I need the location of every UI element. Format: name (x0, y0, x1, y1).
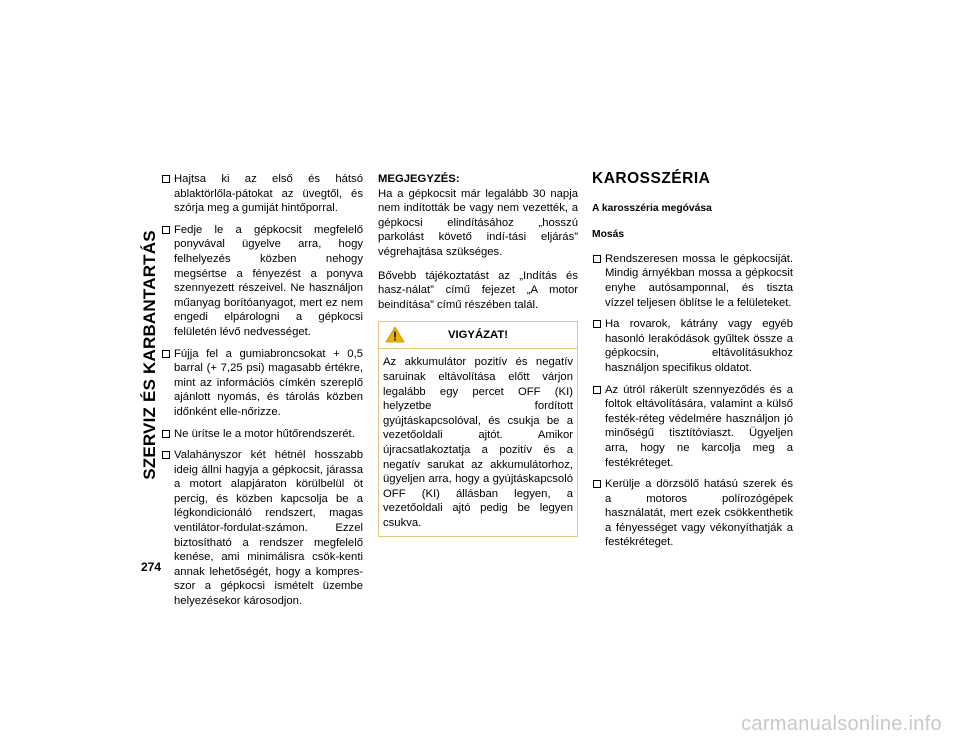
list-item: Az útról rákerült szennyeződés és a foltok eltávolítására, valamint a külső festék-réteg védelmére használjon jó minőségű tisztítóviaszt. Ügyeljen arra, hogy ne karcolja meg a festékréteget. (592, 383, 793, 471)
page-number: 274 (141, 560, 162, 574)
section-title: KAROSSZÉRIA (592, 170, 711, 187)
list-item: Kerülje a dörzsölő hatású szerek és a motoros polírozógépek használatát, mert ezek csökkenthetik a fényességet vagy vékonyíthatják a festékréteget. (592, 477, 793, 550)
square-bullet-icon (593, 480, 601, 488)
column-2 (378, 172, 578, 537)
list-item: Ne ürítse le a motor hűtőrendszerét. (161, 427, 363, 442)
square-bullet-icon (162, 451, 170, 459)
warning-text: Az akkumulátor pozitív és negatív saruinak eltávolítása előtt várjon legalább egy percet OFF (KI) helyzetbe fordított gyújtáskapcsolóval, és csukja be a vezetőoldali ajtót. Amikor újracsatlakoztatja a pozitív és a negatív sarukat az akkumulátorhoz, ügyeljen arra, hogy a gyújtáskapcsoló OFF (KI) állásban legyen, a vezetőoldali ajtó pedig be legyen csukva. (383, 356, 573, 529)
square-bullet-icon (162, 226, 170, 234)
subsubsection-title: Mosás (592, 229, 625, 241)
square-bullet-icon (593, 255, 601, 263)
list-item: Hajtsa ki az első és hátsó ablaktörlőla-pátokat az üvegtől, és szórja meg a gumiját hintőporral. (161, 172, 363, 216)
list-item: Rendszeresen mossa le gépkocsiját. Mindig árnyékban mossa a gépkocsit enyhe autósamponnal, és tiszta vízzel teljesen öblítse le a felületeket. (592, 252, 793, 310)
list-item: Fedje le a gépkocsit megfelelő ponyvával ügyelve arra, hogy felhelyezés közben nehogy megsértse a fényezést a ponyva szennyezett részeivel. Ne használjon műanyag borítóanyagot, mert ez nem engedi elpárologni a gépkocsi felületén lévő nedvességet. (161, 223, 363, 340)
note-text: Ha a gépkocsit már legalább 30 napja nem indították be vagy nem vezették, a gépkocsi elindításához „hosszú parkolást követő indí-tási eljárás” végrehajtása szükséges. (378, 187, 578, 258)
side-section-title (139, 170, 161, 540)
column-3 (592, 172, 793, 557)
washing-instructions-list (592, 252, 793, 550)
list-item: Valahányszor két hétnél hosszabb ideig állni hagyja a gépkocsit, járassa a motort alapjáraton körülbelül öt percig, és közben kapcsolja be a légkondicionáló rendszert, magas ventilátor-fordulat-számon. Ezzel biztosítható a rendszer megfelelő kenése, ami minimálisra csök-kenti annak lehetőségét, hogy a kompres-szor a gépkocsi ismételt üzembe helyezésekor károsodjon. (161, 448, 363, 609)
square-bullet-icon (162, 175, 170, 183)
warning-triangle-icon (385, 326, 405, 343)
square-bullet-icon (593, 320, 601, 328)
side-section-title-text: SZERVIZ ÉS KARBANTARTÁS (140, 230, 159, 480)
warning-title: VIGYÁZAT! (447, 329, 509, 342)
square-bullet-icon (593, 386, 601, 394)
more-info-text: Bővebb tájékoztatást az „Indítás és hasz-nálat” című fejezet „A motor beindítása” című részében talál. (378, 269, 578, 311)
storage-instructions-list (161, 172, 363, 609)
note-title: MEGJEGYZÉS: (378, 173, 460, 185)
warning-header (379, 322, 577, 349)
watermark: carmanualsonline.info (741, 713, 942, 735)
list-item: Ha rovarok, kátrány vagy egyéb hasonló lerakódások gyűltek össze a gépkocsin, eltávolításukhoz használjon specifikus oldatot. (592, 317, 793, 375)
warning-box (378, 321, 578, 537)
column-1 (161, 172, 363, 616)
subsection-title: A karosszéria megóvása (592, 202, 712, 214)
square-bullet-icon (162, 350, 170, 358)
square-bullet-icon (162, 430, 170, 438)
list-item: Fújja fel a gumiabroncsokat + 0,5 barral (+ 7,25 psi) magasabb értékre, mint az információs címkén szereplő ajánlott nyomás, és tárolás közben időnként elle-nőrizze. (161, 347, 363, 420)
